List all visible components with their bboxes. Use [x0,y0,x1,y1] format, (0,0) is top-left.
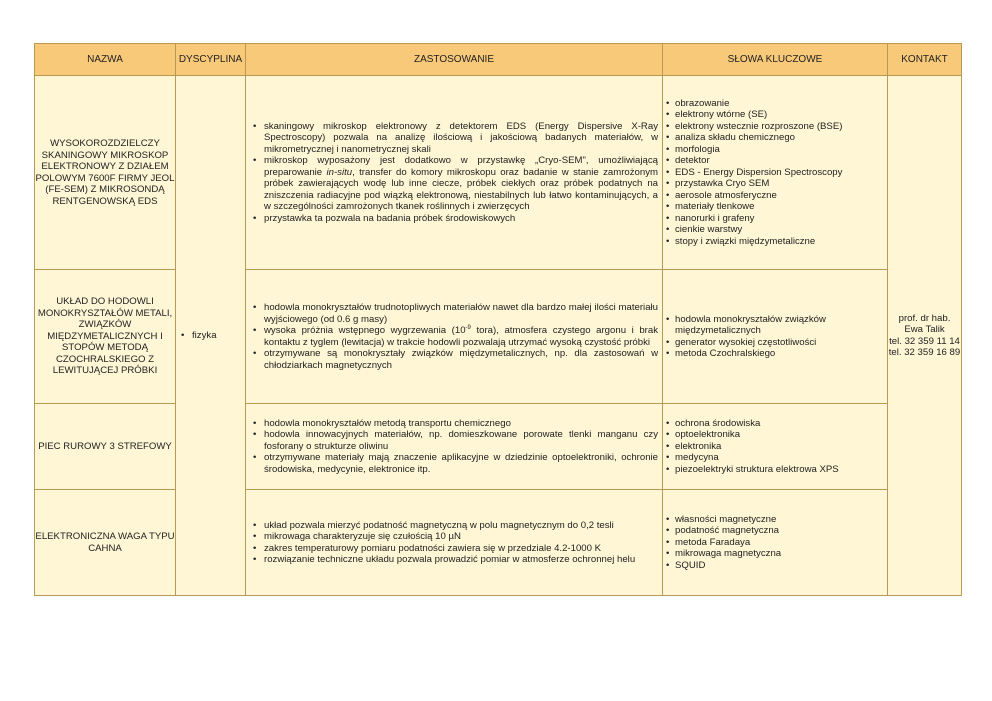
use-item: • hodowla monokryształów trudnotopliwych materiałów nawet dla bardzo małej ilości materiału wyjściowego (od 0.6 g masy) [264,302,658,325]
use-item: • rozwiązanie techniczne układu pozwala prowadzić pomiar w atmosferze ochronnej helu [264,554,658,566]
header-row [35,44,962,76]
use-item: • układ pozwala mierzyć podatność magnetyczną w polu magnetycznym do 0,2 tesli [264,520,658,532]
contact-phone: tel. 32 359 16 89 [888,347,961,358]
keyword-item: • SQUID [675,560,883,572]
use-item: • zakres temperaturowy pomiaru podatności zawiera się w przedziale 4.2-1000 K [264,543,658,555]
application-cell [246,404,663,490]
equipment-name: UKŁAD DO HODOWLI MONOKRYSZTAŁÓW METALI, ZWIĄZKÓW MIĘDZYMETALICZNYCH I STOPÓW METODĄ CZOCHRALSKIEGO Z LEWITUJĄCEJ PRÓBKI [35,270,176,404]
keyword-item: • własności magnetyczne [675,514,883,526]
keyword-item: • generator wysokiej częstotliwości [675,337,883,349]
keyword-item: • elektronika [675,441,883,453]
keyword-item: • podatność magnetyczna [675,525,883,537]
keyword-item: • metoda Czochralskiego [675,348,883,360]
contact-name: prof. dr hab. Ewa Talik [898,312,951,335]
discipline-value: • fizyka [192,330,241,342]
contact-phone: tel. 32 359 11 14 [889,335,960,347]
application-cell [246,76,663,270]
keyword-item: • materiały tlenkowe [675,201,883,213]
keyword-item: • piezoelektryki struktura elektrowa XPS [675,464,883,476]
header-discipline: DYSCYPLINA [176,44,246,76]
use-item: • hodowla monokryształów metodą transportu chemicznego [264,418,658,430]
keywords-cell [663,404,888,490]
use-item: • przystawka ta pozwala na badania próbek środowiskowych [264,213,658,225]
use-item: • hodowla innowacyjnych materiałów, np. domieszkowane porowate tlenki manganu czy fosforany o strukturze oliwinu [264,429,658,452]
use-text: , transfer do komory mikroskopu oraz badanie w stanie zamrożonym próbek zawierających wodę lub inne ciecze, próbek ciekłych oraz próbek podatnych na zniszczenia radiacyjne pod wiązką elektronową, niestabilnych lub łatwo kontaminujących, a w szczególności zamrożonych tkanek roślinnych i zwierzęcych [264,166,658,213]
header-application: ZASTOSOWANIE [246,44,663,76]
keyword-item: • mikrowaga magnetyczna [675,548,883,560]
use-text-superscript: -9 [465,324,471,331]
keyword-item: • elektrony wstecznie rozproszone (BSE) [675,121,883,133]
use-item: • otrzymywane są monokryształy związków międzymetalicznych, np. dla zastosowań w chłodziarkach magnetycznych [264,348,658,371]
table-row [35,490,962,596]
table-row [35,404,962,490]
use-text-italic: in-situ [326,166,353,178]
header-contact: KONTAKT [888,44,962,76]
keyword-item: • obrazowanie [675,98,883,110]
keyword-item: • aerosole atmosferyczne [675,190,883,202]
keywords-cell [663,270,888,404]
table-row [35,76,962,270]
equipment-table [34,43,962,596]
keyword-item: • medycyna [675,452,883,464]
contact-cell [888,76,962,596]
use-text: tora), atmosfera czystego argonu i brak kontaktu z tyglem (lewitacja) w trakcie hodowli pozwalają utrzymać wysoką czystość próbki [264,325,658,348]
keyword-item: • detektor [675,155,883,167]
keywords-cell [663,76,888,270]
use-item [264,155,658,213]
keyword-item: • cienkie warstwy [675,224,883,236]
use-text: wysoka próżnia wstępnego wygrzewania (10 [264,325,466,336]
equipment-name: ELEKTRONICZNA WAGA TYPU CAHNA [35,490,176,596]
equipment-name: WYSOKOROZDZIELCZY SKANINGOWY MIKROSKOP ELEKTRONOWY Z DZIAŁEM POLOWYM 7600F FIRMY JEOL (FE-SEM) Z MIKROSONDĄ RENTGENOWSKĄ EDS [35,76,176,270]
keyword-item: • EDS - Energy Dispersion Spectroscopy [675,167,883,179]
application-cell [246,270,663,404]
keyword-item: • optoelektronika [675,429,883,441]
use-item: • skaningowy mikroskop elektronowy z detektorem EDS (Energy Dispersive X-Ray Spectroscopy) pozwala na analizę ilościową i jakościową badanych materiałów, w mikrometrycznej i nanometrycznej skali [264,121,658,156]
use-item: • otrzymywane materiały mają znaczenie aplikacyjne w dziedzinie optoelektroniki, ochronie środowiska, medycynie, elektronice itp. [264,452,658,475]
keyword-item: • ochrona środowiska [675,418,883,430]
keyword-item: • elektrony wtórne (SE) [675,109,883,121]
discipline-cell [176,76,246,596]
keyword-item: • morfologia [675,144,883,156]
keyword-item: • nanorurki i grafeny [675,213,883,225]
keyword-item: • stopy i związki międzymetaliczne [675,236,883,248]
keywords-cell [663,490,888,596]
keyword-item: • przystawka Cryo SEM [675,178,883,190]
use-text: mikroskop wyposażony jest dodatkowo w przystawkę „Cryo-SEM", umożliwiającą preparowanie [264,155,658,178]
table-row [35,270,962,404]
header-keywords: SŁOWA KLUCZOWE [663,44,888,76]
application-cell [246,490,663,596]
header-name: NAZWA [35,44,176,76]
use-item [264,325,658,348]
keyword-item: • analiza składu chemicznego [675,132,883,144]
use-item: • mikrowaga charakteryzuje się czułością 10 µN [264,531,658,543]
keyword-item: • metoda Faradaya [675,537,883,549]
keyword-item: • hodowla monokryształów związków międzymetalicznych [675,314,883,337]
equipment-name: PIEC RUROWY 3 STREFOWY [35,404,176,490]
